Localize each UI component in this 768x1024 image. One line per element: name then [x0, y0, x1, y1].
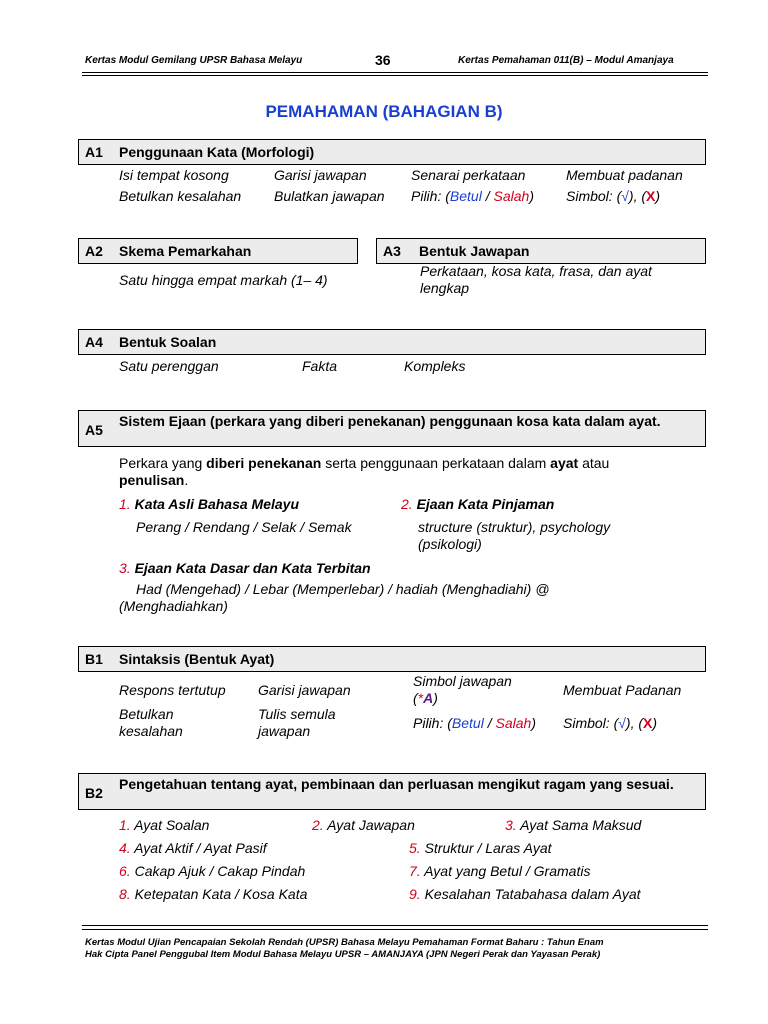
- header-right: Kertas Pemahaman 011(B) – Modul Amanjaya: [458, 55, 674, 66]
- b1-symbol-answer: (*A): [413, 690, 438, 706]
- section-a4-header: [78, 329, 706, 355]
- a1-pilih: Pilih: (Betul / Salah): [411, 188, 534, 204]
- section-label: Sistem Ejaan (perkara yang diberi penekanan) penggunaan kosa kata dalam ayat.: [119, 413, 661, 429]
- b2-item: 5. Struktur / Laras Ayat: [409, 840, 552, 856]
- a1-item: Membuat padanan: [566, 167, 683, 183]
- section-code: A2: [85, 243, 103, 259]
- section-code: B2: [85, 785, 103, 801]
- section-code: B1: [85, 651, 103, 667]
- b2-item: 1. Ayat Soalan: [119, 817, 210, 833]
- a4-item: Kompleks: [404, 358, 466, 374]
- footer-line1: Kertas Modul Ujian Pencapaian Sekolah Rendah (UPSR) Bahasa Melayu Pemahaman Format Baharu : Tahun Enam: [85, 937, 604, 948]
- section-a3-header: [376, 238, 706, 264]
- b1-pilih: Pilih: (Betul / Salah): [413, 715, 536, 731]
- a2-text: Satu hingga empat markah (1– 4): [119, 272, 328, 288]
- section-label: Bentuk Soalan: [119, 334, 217, 350]
- section-label: Bentuk Jawapan: [419, 243, 530, 259]
- section-code: A1: [85, 144, 103, 160]
- b2-item: 8. Ketepatan Kata / Kosa Kata: [119, 886, 308, 902]
- b2-item: 9. Kesalahan Tatabahasa dalam Ayat: [409, 886, 641, 902]
- a5-paragraph-line2: penulisan.: [119, 472, 189, 488]
- section-b2-header: [78, 773, 706, 810]
- footer-rule-2: [82, 929, 708, 930]
- footer-rule: [82, 925, 708, 926]
- section-label: Sintaksis (Bentuk Ayat): [119, 651, 275, 667]
- b1-item: Simbol jawapan: [413, 673, 512, 689]
- b1-simbol: Simbol: (√), (X): [563, 715, 658, 731]
- a5-sub2-title: 2. Ejaan Kata Pinjaman: [401, 496, 555, 512]
- a1-item: Garisi jawapan: [274, 167, 367, 183]
- b1-item: Membuat Padanan: [563, 682, 682, 698]
- section-label: Pengetahuan tentang ayat, pembinaan dan perluasan mengikut ragam yang sesuai.: [119, 776, 674, 792]
- section-a2-header: [78, 238, 358, 264]
- section-code: A4: [85, 334, 103, 350]
- cross-icon: X: [646, 188, 656, 204]
- a5-sub2-text: structure (struktur), psychology (psikologi): [418, 519, 611, 552]
- a4-item: Satu perenggan: [119, 358, 219, 374]
- cross-icon: X: [643, 715, 653, 731]
- a5-sub1-title: 1. Kata Asli Bahasa Melayu: [119, 496, 300, 512]
- header-rule-2: [82, 75, 708, 76]
- section-label: Skema Pemarkahan: [119, 243, 252, 259]
- a1-item: Isi tempat kosong: [119, 167, 229, 183]
- footer-line2: Hak Cipta Panel Penggubal Item Modul Bahasa Melayu UPSR – AMANJAYA (JPN Negeri Perak dan Yayasan Perak): [85, 949, 601, 960]
- page-number: 36: [375, 52, 391, 68]
- b1-item: Betulkan kesalahan: [119, 706, 183, 739]
- section-a1-header: [78, 139, 706, 165]
- a5-sub1-text: Perang / Rendang / Selak / Semak: [136, 519, 352, 535]
- header-left: Kertas Modul Gemilang UPSR Bahasa Melayu: [85, 55, 303, 66]
- section-code: A3: [383, 243, 401, 259]
- a1-item: Senarai perkataan: [411, 167, 526, 183]
- a1-simbol: Simbol: (√), (X): [566, 188, 661, 204]
- b2-item: 4. Ayat Aktif / Ayat Pasif: [119, 840, 267, 856]
- b2-item: 3. Ayat Sama Maksud: [505, 817, 642, 833]
- a5-paragraph-line1: Perkara yang diberi penekanan serta penggunaan perkataan dalam ayat atau: [119, 455, 610, 471]
- b1-item: Respons tertutup: [119, 682, 226, 698]
- b1-item: Tulis semula jawapan: [258, 706, 336, 739]
- page-title: PEMAHAMAN (BAHAGIAN B): [265, 102, 503, 121]
- b2-item: 2. Ayat Jawapan: [312, 817, 415, 833]
- section-a5-header: [78, 410, 706, 447]
- a5-sub3-title: 3. Ejaan Kata Dasar dan Kata Terbitan: [119, 560, 371, 576]
- a4-item: Fakta: [302, 358, 338, 374]
- b2-item: 6. Cakap Ajuk / Cakap Pindah: [119, 863, 306, 879]
- a5-sub3-text: Had (Mengehad) / Lebar (Memperlebar) / hadiah (Menghadiahi) @ (Menghadiahkan): [119, 581, 550, 614]
- b2-item: 7. Ayat yang Betul / Gramatis: [409, 863, 591, 879]
- a1-item: Betulkan kesalahan: [119, 188, 242, 204]
- section-code: A5: [85, 422, 103, 438]
- tick-icon: √: [618, 715, 626, 731]
- section-label: Penggunaan Kata (Morfologi): [119, 144, 315, 160]
- tick-icon: √: [621, 188, 629, 204]
- a1-item: Bulatkan jawapan: [274, 188, 385, 204]
- b1-item: Garisi jawapan: [258, 682, 351, 698]
- a3-text: Perkataan, kosa kata, frasa, dan ayat lengkap: [420, 263, 652, 296]
- header-rule: [82, 72, 708, 73]
- section-b1-header: [78, 646, 706, 672]
